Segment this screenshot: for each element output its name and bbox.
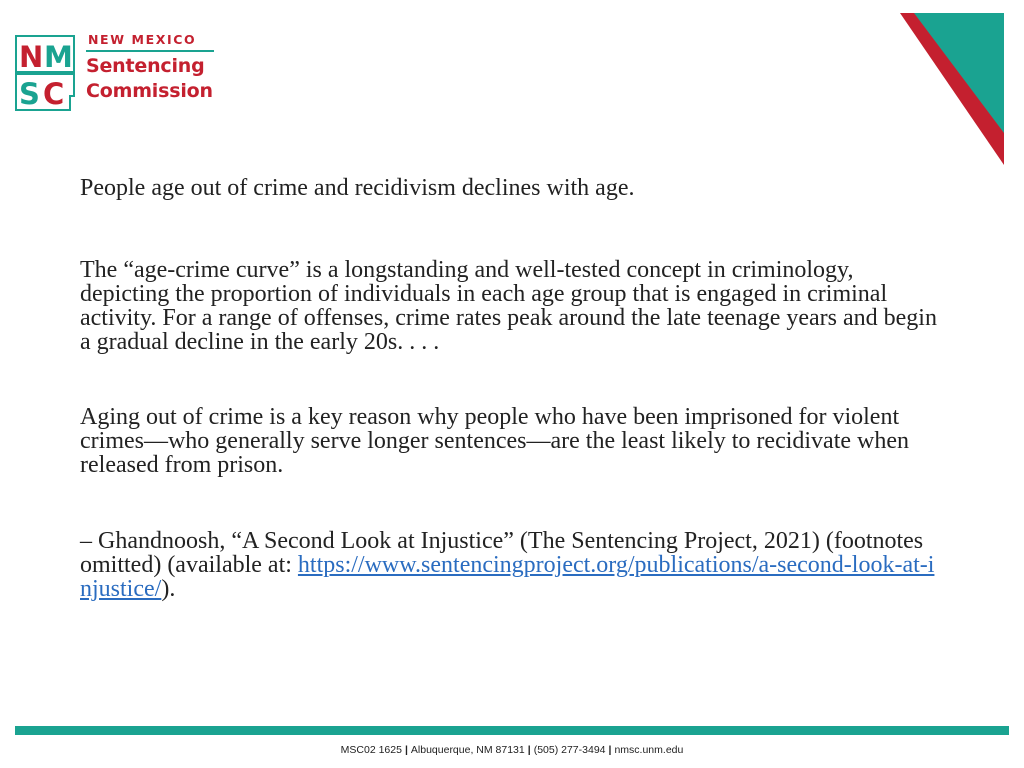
nmsc-logo-mark-icon: [14, 34, 78, 112]
citation-link[interactable]: https://www.sentencingproject.org/publications/a-second-look-at-injustice/: [80, 552, 935, 602]
footer-address: MSC02 1625: [340, 744, 402, 756]
svg-text:N: N: [19, 40, 44, 74]
logo-divider: [86, 50, 214, 52]
svg-text:M: M: [44, 40, 73, 74]
footer-separator: |: [608, 744, 612, 756]
footer-contact: [0, 744, 1024, 756]
footer-phone: (505) 277-3494: [533, 744, 606, 756]
citation-text: – Ghandnoosh, “A Second Look at Injustice” (The Sentencing Project, 2021) (footnotes omitted) (available at:: [80, 528, 924, 578]
nmsc-logo: [14, 32, 234, 114]
footer-website: nmsc.unm.edu: [614, 744, 684, 756]
paragraph-3: Aging out of crime is a key reason why people who have been imprisoned for violent crimes—who generally serve longer sentences—are the least likely to recidivate when released from prison.: [80, 404, 910, 478]
corner-decoration: [900, 13, 1004, 165]
logo-line-commission: Commission: [86, 80, 213, 102]
citation: [80, 529, 940, 601]
svg-text:S: S: [19, 77, 40, 111]
logo-top-line: NEW MEXICO: [88, 32, 197, 47]
logo-line-sentencing: Sentencing: [86, 55, 205, 77]
paragraph-2: The “age-crime curve” is a longstanding and well-tested concept in criminology, depicting the proportion of individuals in each age group that is engaged in criminal activity. For a range of offenses, crime rates peak around the late teenage years and begin a gradual decline in the early 20s. . . .: [80, 257, 937, 355]
footer-bar: [15, 726, 1009, 735]
svg-text:C: C: [43, 77, 65, 111]
footer-city: Albuquerque, NM 87131: [410, 744, 525, 756]
citation-end: ).: [161, 576, 176, 602]
paragraph-1: People age out of crime and recidivism declines with age.: [80, 175, 635, 201]
footer-separator: |: [404, 744, 408, 756]
footer-separator: |: [527, 744, 531, 756]
